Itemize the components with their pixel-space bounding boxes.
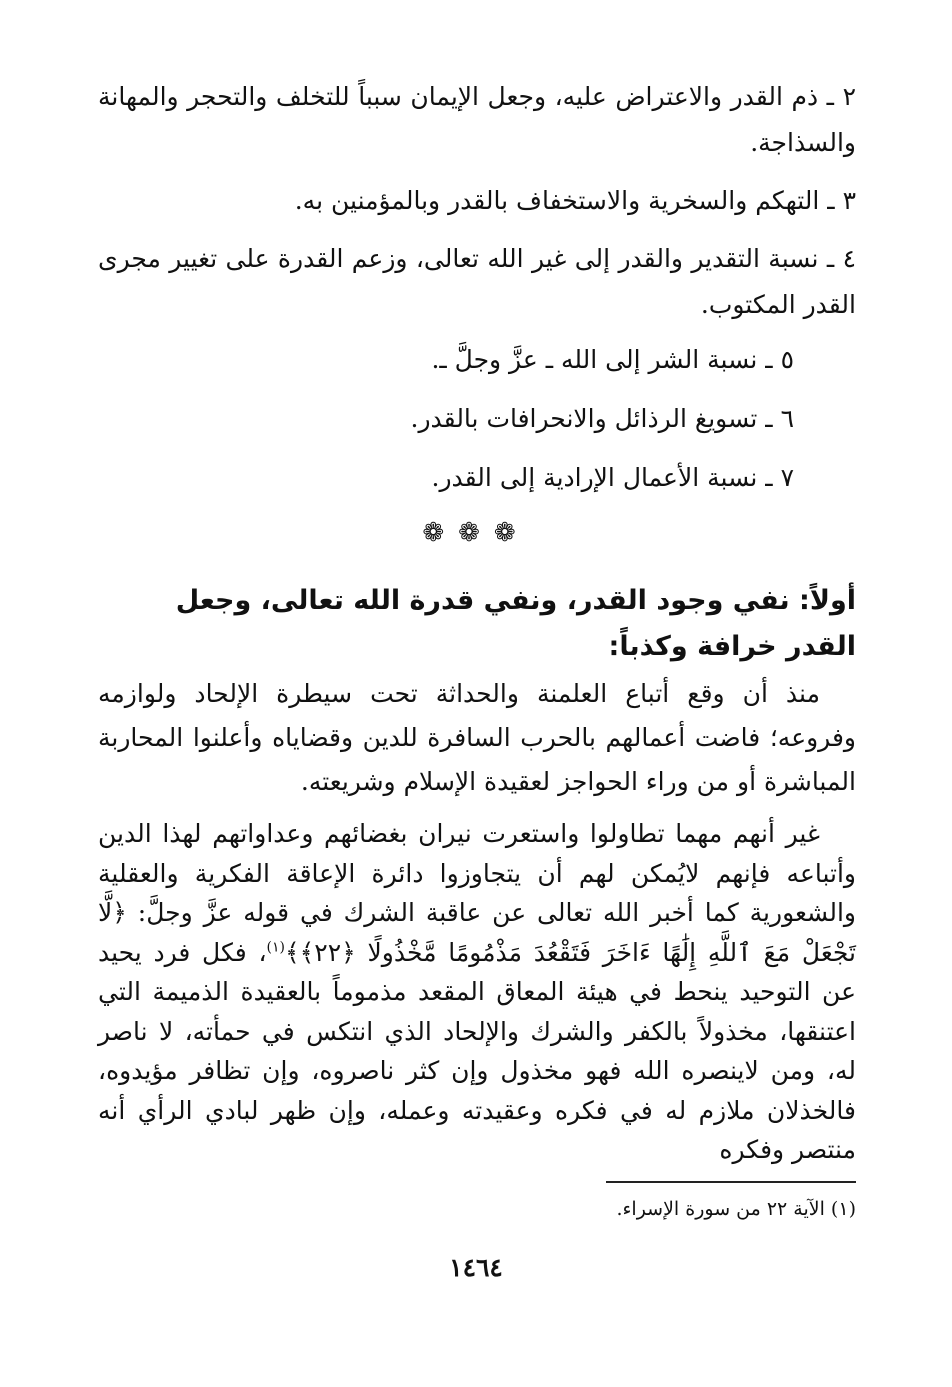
footnote-1: (١) الآية ٢٢ من سورة الإسراء. bbox=[616, 1198, 856, 1220]
section-divider-ornament: ❁❁❁ bbox=[422, 518, 530, 548]
paragraph-2-continuation: ، فكل فرد يحيد عن التوحيد ينحط في هيئة المعاق المقعد مذموماً بالعقيدة الذميمة التي اعتنقها، مخذولاً بالكفر والشرك والإلحاد الذي انتكس في حمأته، لا ناصر له، ومن لاينصره الله فهو مخذول وإن كثر ناصروه، وإن تظافر مؤيدوه، فالخذلان ملازم له في فكره وعقيدته وعمله، وإن ظهر لبادي الرأي أنه منتصر وفكره bbox=[98, 937, 856, 1164]
page-number: ١٤٦٤ bbox=[449, 1253, 503, 1282]
section-heading: أولاً: نفي وجود القدر، ونفي قدرة الله تعالى، وجعل القدر خرافة وكذباً: bbox=[175, 585, 856, 662]
list-item-5: ٥ ـ نسبة الشر إلى الله ـ عزَّ وجلَّ ـ. bbox=[431, 345, 794, 374]
list-item-3: ٣ ـ التهكم والسخرية والاستخفاف بالقدر وبالمؤمنين به. bbox=[294, 186, 856, 215]
footnote-separator bbox=[606, 1181, 856, 1183]
list-item-7: ٧ ـ نسبة الأعمال الإرادية إلى القدر. bbox=[431, 463, 794, 492]
list-item-4: ٤ ـ نسبة التقدير والقدر إلى غير الله تعالى، وزعم القدرة على تغيير مجرى القدر المكتوب. bbox=[98, 244, 856, 319]
list-item-2: ٢ ـ ذم القدر والاعتراض عليه، وجعل الإيمان سبباً للتخلف والتحجر والمهانة والسذاجة. bbox=[98, 82, 856, 157]
paragraph-2-start: غير أنهم مهما تطاولوا واستعرت نيران بغضائهم وعداواتهم لهذا الدين وأتباعه فإنهم لايُمكن لهم أن يتجاوزوا دائرة الإعاقة الفكرية والعقلية والشعورية كما أخبر الله تعالى عن عاقبة الشرك في قوله عزَّ وجلَّ: ﴿لَّا تَجْعَلْ مَعَ ٱللَّهِ إِلَٰهًا ءَاخَرَ فَتَقْعُدَ مَذْمُومًا مَّخْذُولًا ﴿٢٢﴾﴾ bbox=[98, 819, 856, 967]
footnote-reference[interactable]: (١) bbox=[266, 939, 285, 956]
body-paragraph-1: منذ أن وقع أتباع العلمنة والحداثة تحت سيطرة الإلحاد ولوازمه وفروعه؛ فاضت أعمالهم بالحرب السافرة للدين وقضاياه وأعلنوا المحاربة المباشرة أو من وراء الحواجز لعقيدة الإسلام وشريعته. bbox=[98, 679, 856, 796]
body-paragraph-2 bbox=[98, 814, 856, 1170]
list-item-6: ٦ ـ تسويغ الرذائل والانحرافات بالقدر. bbox=[410, 404, 794, 433]
